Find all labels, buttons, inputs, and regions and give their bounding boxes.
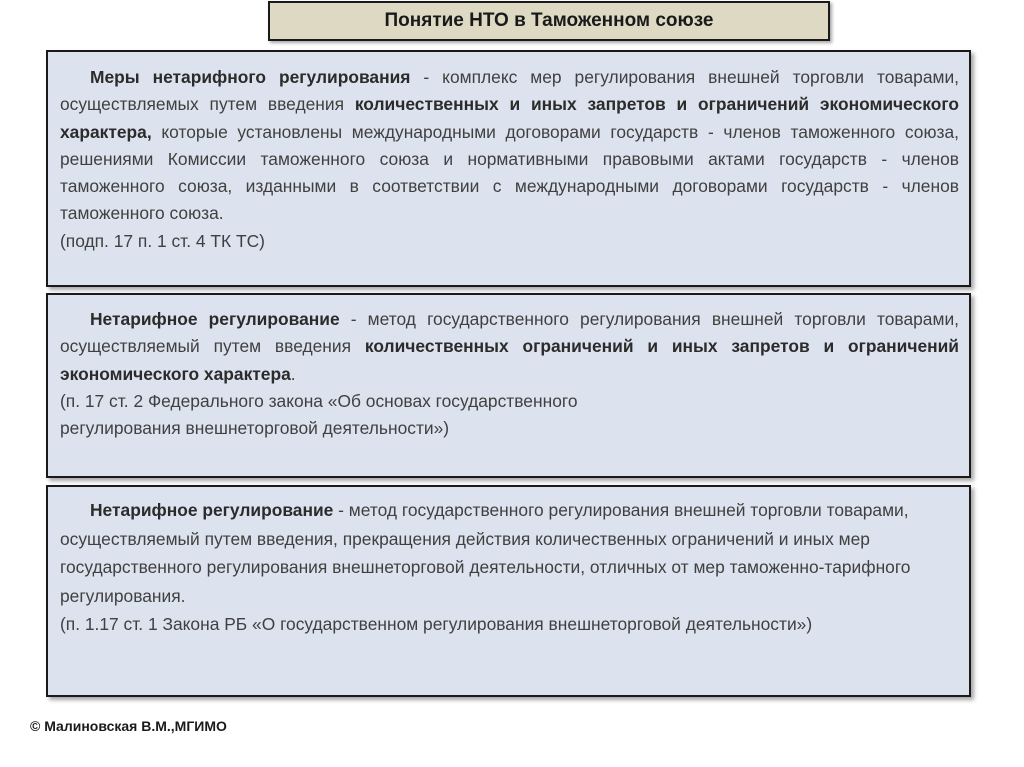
defined-term: Нетарифное регулирование <box>90 500 334 520</box>
definition-text: - метод государственного регулирования внешней торговли товарами, осуществляемый путем введения, прекращения действия количественных ограничений и иных мер государственного регулирования внешнеторговой деятельности, отличных от мер таможенно-тарифного регулирования. <box>60 500 911 606</box>
definition-box-tk-ts <box>46 50 971 287</box>
definition-emphasis: количественных и иных запретов и ограничений экономического характера, <box>60 94 959 142</box>
legal-source: (п. 1.17 ст. 1 Закона РБ «О государственном регулирования внешнеторговой деятельности») <box>60 614 813 634</box>
definition-text: - метод государственного регулирования внешней торговли товарами, осуществляемый путем введения <box>60 309 959 357</box>
slide-title-text: Понятие НТО в Таможенном союзе <box>384 10 714 31</box>
definition-emphasis: количественных ограничений и иных запретов и ограничений экономического характера <box>60 336 959 384</box>
defined-term: Меры нетарифного регулирования <box>90 67 411 87</box>
definition-text: - комплекс мер регулирования внешней торговли товарами, осуществляемых путем введения <box>60 67 959 115</box>
legal-source-line-2: регулирования внешнеторговой деятельности») <box>60 418 450 439</box>
definition-paragraph <box>60 496 959 610</box>
slide-title <box>268 1 830 41</box>
legal-source: (подп. 17 п. 1 ст. 4 ТК ТС) <box>60 230 265 251</box>
definition-box-belarus-law <box>46 485 971 697</box>
copyright-footer: © Малиновская В.М.,МГИМО <box>30 718 227 734</box>
legal-source-line-1: (п. 17 ст. 2 Федерального закона «Об основах государственного <box>60 390 578 411</box>
definition-paragraph <box>60 64 959 228</box>
definition-paragraph <box>60 306 959 388</box>
definition-text-continued: . <box>290 363 296 384</box>
defined-term: Нетарифное регулирование <box>90 309 340 329</box>
definition-box-russian-law <box>46 293 971 478</box>
definition-text-continued: которые установлены международными договорами государств - членов таможенного союза, решениями Комиссии таможенного союза и нормативными правовыми актами государств - членов таможенного союза, изданными в соответствии с международными договорами государств - членов таможенного союза. <box>60 121 959 224</box>
